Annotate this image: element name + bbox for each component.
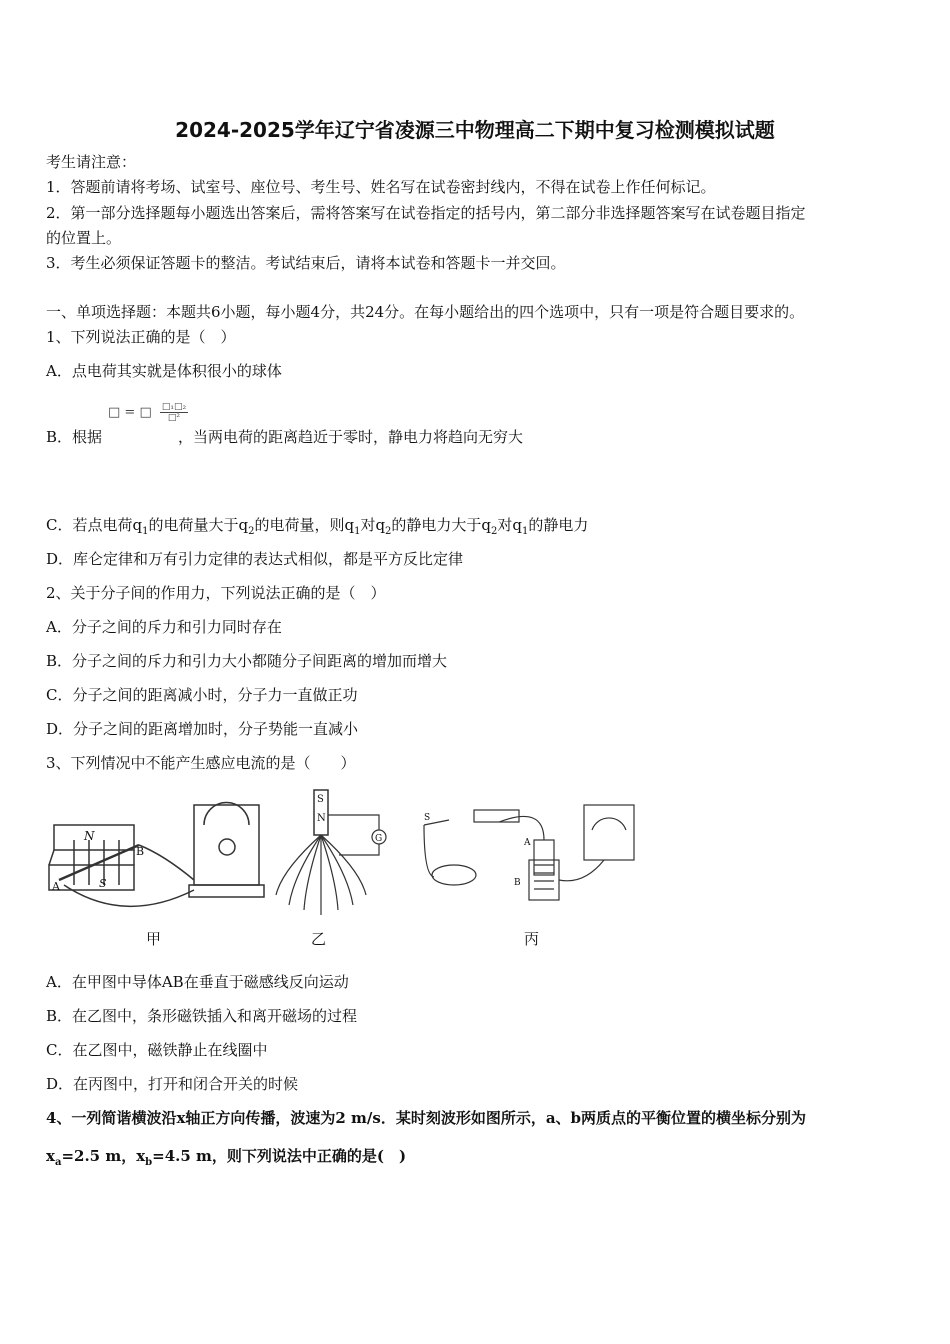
q2-stem: 2、关于分子间的作用力，下列说法正确的是（ ）: [46, 584, 386, 602]
notice-heading: 考生请注意：: [46, 153, 137, 171]
q1-option-b: B．根据 ，当两电荷的距离趋近于零时，静电力将趋向无穷大: [46, 428, 524, 446]
svg-text:B: B: [136, 845, 145, 858]
svg-text:S: S: [424, 813, 431, 823]
coulomb-formula-image: □ = □ $\frac{\text{□₁□₂}}{\text{□²}}$: [108, 402, 187, 423]
notice-item-3: 3．考生必须保证答题卡的整洁。考试结束后，请将本试卷和答题卡一并交回。: [46, 254, 566, 272]
notice-item-2: 2．第一部分选择题每小题选出答案后，需将答案写在试卷指定的括号内，第二部分非选择题答案写在试卷题目指定: [46, 204, 806, 222]
figure-jia: [49, 803, 264, 907]
figure-yi: [276, 790, 386, 915]
svg-text:N: N: [317, 813, 326, 824]
notice-item-1: 1．答题前请将考场、试室号、座位号、考生号、姓名写在试卷密封线内，不得在试卷上作任何标记。: [46, 178, 716, 196]
induction-figures: [44, 785, 644, 955]
figure-caption-yi: 乙: [311, 930, 327, 948]
section-heading: 一、单项选择题：本题共6小题，每小题4分，共24分。在每小题给出的四个选项中，只有一项是符合题目要求的。: [46, 303, 805, 321]
svg-text:B: B: [514, 878, 521, 888]
q3-option-a: A．在甲图中导体AB在垂直于磁感线反向运动: [46, 973, 349, 991]
q4-stem: 4、一列简谐横波沿x轴正方向传播，波速为2 m/s．某时刻波形如图所示，a、b两质点的平衡位置的横坐标分别为: [46, 1109, 807, 1127]
figure-bing: [424, 805, 634, 900]
q3-option-d: D．在丙图中，打开和闭合开关的时候: [46, 1075, 299, 1093]
q4-stem-cont: $x_a=2.5$ m，$x_b=4.5$ m，则下列说法中正确的是( ): [46, 1147, 407, 1168]
notice-item-2-cont: 的位置上。: [46, 229, 122, 247]
svg-text:S: S: [317, 794, 324, 805]
svg-text:N: N: [84, 829, 95, 843]
q3-stem: 3、下列情况中不能产生感应电流的是（ ）: [46, 754, 356, 772]
q2-option-a: A．分子之间的斥力和引力同时存在: [46, 618, 282, 636]
q3-option-b: B．在乙图中，条形磁铁插入和离开磁场的过程: [46, 1007, 358, 1025]
q3-option-c: C．在乙图中，磁铁静止在线圈中: [46, 1041, 268, 1059]
q2-option-b: B．分子之间的斥力和引力大小都随分子间距离的增加而增大: [46, 652, 448, 670]
svg-text:A: A: [52, 880, 60, 893]
q1-option-c: C．若点电荷$q_1$的电荷量大于$q_2$的电荷量，则$q_1$对$q_2$的静电力大于$q_2$对$q_1$的静电力: [46, 516, 589, 537]
q1-option-d: D．库仑定律和万有引力定律的表达式相似，都是平方反比定律: [46, 550, 464, 568]
q2-option-c: C．分子之间的距离减小时，分子力一直做正功: [46, 686, 358, 704]
page-title: 2024-2025学年辽宁省凌源三中物理高二下期中复习检测模拟试题: [175, 118, 775, 142]
q2-option-d: D．分子之间的距离增加时，分子势能一直减小: [46, 720, 359, 738]
svg-text:A: A: [524, 838, 531, 848]
svg-text:S: S: [99, 877, 107, 890]
q1-stem: 1、下列说法正确的是（ ）: [46, 328, 236, 346]
figure-caption-bing: 丙: [524, 930, 540, 948]
figure-caption-jia: 甲: [146, 930, 162, 948]
q1-option-a: A．点电荷其实就是体积很小的球体: [46, 362, 282, 380]
svg-text:G: G: [375, 834, 383, 844]
